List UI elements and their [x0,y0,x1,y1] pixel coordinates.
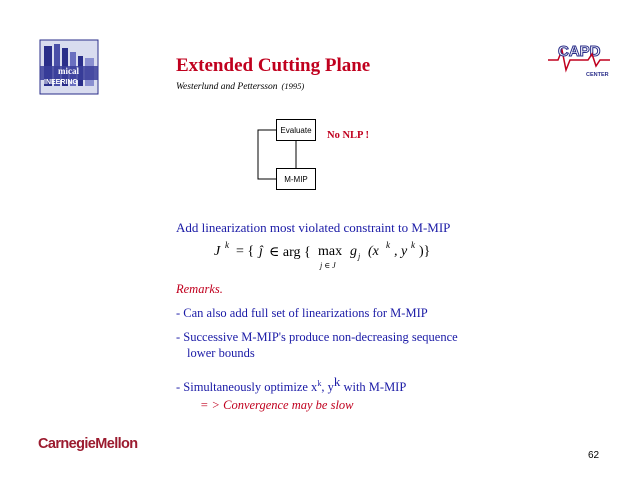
remark-3-xk: k [317,379,322,388]
formula-lhs: J [214,244,221,259]
remark-3 [176,374,406,395]
formula-jhat: ĵ [259,244,263,259]
capd-logo-text: CAPD [558,43,601,60]
no-nlp-note: No NLP ! [327,130,369,141]
remark-3-suffix: with M-MIP [340,380,407,395]
capd-logo-subtext: CENTER [586,72,609,78]
remark-2-line-2: lower bounds [187,346,255,360]
mmip-box: M-MIP [276,168,316,190]
evaluate-box: Evaluate [276,119,316,141]
slide-subtitle [176,81,304,92]
formula-close: )} [419,244,431,259]
remark-3-yk: k [333,374,341,389]
authors: Westerlund and Pettersson [176,82,278,92]
add-linearization-text: Add linearization most violated constraint to M-MIP [176,220,451,235]
remark-convergence: = > Convergence may be slow [200,398,354,412]
remark-3-prefix: - Simultaneously optimize x [176,380,318,395]
carnegie-mellon-logo: CarnegieMellon [38,436,138,452]
formula-y-sup: k [411,240,415,250]
slide-title: Extended Cutting Plane [176,55,371,76]
chem-logo-text-1: mical [58,66,79,76]
formula-g: g [350,244,357,259]
page-number: 62 [588,450,600,461]
capd-center-logo [548,36,610,84]
formula-g-sub: j [358,252,361,261]
formula-arg: ∈ arg { [269,245,311,260]
formula-comma-y: , y [394,244,408,259]
formula-max: max [318,244,343,259]
chemical-engineering-logo [38,38,100,96]
remarks-heading: Remarks. [176,282,223,296]
chem-logo-text-2: INEERING [44,79,78,86]
remark-2-line-1: - Successive M-MIP's produce non-decreasing sequence [176,330,458,344]
formula [214,240,454,274]
formula-eq: = { [236,244,255,259]
formula-max-sub: j ∈ J [320,261,336,270]
remark-3-mid: , y [321,380,334,395]
remark-1: - Can also add full set of linearizations for M-MIP [176,306,428,320]
year: (1995) [281,81,305,91]
formula-x-sup: k [386,240,390,250]
formula-lhs-sup: k [225,240,229,250]
formula-args: (x [368,244,379,259]
